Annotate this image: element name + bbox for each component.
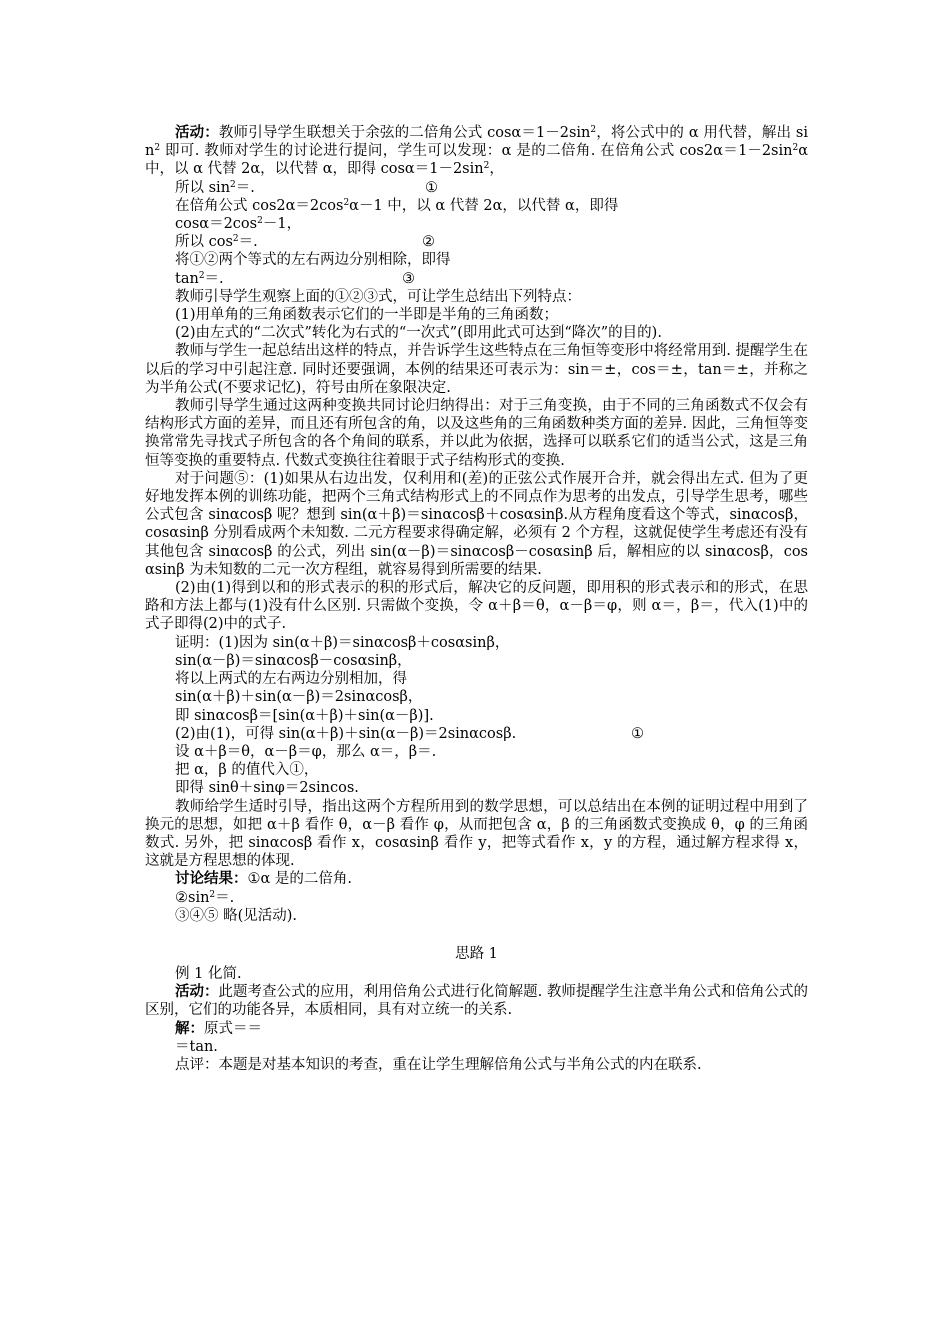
- equation-2: 所以 $\cos^2=$.: [175, 234, 258, 251]
- equation-3-mark: ③: [402, 270, 415, 287]
- proof-line-6-mark: ①: [631, 725, 644, 742]
- equation-1-mark: ①: [425, 179, 438, 196]
- comment-line: 点评：本题是对基本知识的考查，重在让学生理解倍角公式与半角公式的内在联系.: [175, 1056, 702, 1073]
- observe-line: 教师引导学生观察上面的①②③式，可让学生总结出下列特点：: [175, 288, 581, 305]
- divide-line: 将①②两个等式的左右两边分别相除，即得: [175, 252, 451, 269]
- discussion-result-3: ③④⑤ 略(见活动).: [175, 907, 298, 924]
- proof-line-7: 设 α＋β＝θ，α－β＝φ，那么 α＝，β＝.: [175, 743, 437, 760]
- cos-alpha-equation: $\cos\alpha=2\cos^2-1$，: [175, 216, 302, 233]
- example-activity: 活动：此题考查公式的应用，利用倍角公式进行化简解题. 教师提醒学生注意半角公式和倍角公式的区别，它们的功能各异，本质相同，具有对立统一的关系.: [145, 983, 809, 1019]
- proof-line-9: 即得 sinθ＋sinφ＝2sincos.: [175, 780, 359, 797]
- feature-1: (1)用单角的三角函数表示它们的一半即是半角的三角函数；: [175, 307, 559, 324]
- solution-line-1: 解：原式＝＝: [175, 1019, 262, 1037]
- equation-3-line: [145, 270, 808, 288]
- cos2-formula-line: 在倍角公式 $\cos 2\alpha=2\cos^2\alpha-1$ 中，以 α 代替 2α，以代替 α，即得: [175, 197, 619, 214]
- proof-line-4: sin(α＋β)＋sin(α－β)＝2sinαcosβ，: [175, 689, 423, 706]
- document-page: [145, 124, 808, 1074]
- question5-part1: 对于问题⑤：(1)如果从右边出发，仅利用和(差)的正弦公式作展开合并，就会得出左式. 但为了更好地发挥本例的训练功能，把两个三角式结构形式上的不同点作为思考的出发点，引导学生思考，哪些公式包含 sinαcosβ 呢？想到 sin(α＋β)＝sinαcosβ＋cosαsinβ.从方程角度看这个等式，sinαcosβ，cosαsinβ 分别看成两个未知数. 二元方程要求得确定解，必须有 2 个方程，这就促使学生考虑还有没有其他包含 sinαcosβ 的公式，列出 sin(α－β)＝sinαcosβ－cosαsinβ 后，解相应的以 sinαcosβ，cosαsinβ 为未知数的二元一次方程组，就容易得到所需要的结果.: [145, 470, 808, 578]
- activity-label: 活动：: [175, 124, 219, 141]
- equation-1-line: [145, 179, 808, 197]
- proof-line-8: 把 α，β 的值代入①，: [175, 762, 319, 779]
- example-1: 例 1 化简.: [175, 965, 242, 982]
- proof-line-5: 即 sinαcosβ＝[sin(α＋β)＋sin(α－β)].: [175, 707, 434, 724]
- equation-2-line: [145, 233, 808, 251]
- equation-1: 所以 $\sin^2=$.: [175, 179, 255, 196]
- summary-paragraph: 教师与学生一起总结出这样的特点，并告诉学生这些特点在三角恒等变形中将经常用到. 提醒学生在以后的学习中引起注意. 同时还要强调，本例的结果还可表示为：sin＝±，cos＝±，tan＝±，并称之为半角公式(不要求记忆)，符号由所在象限决定.: [145, 343, 808, 396]
- solution-line-2: ＝tan.: [175, 1038, 218, 1055]
- proof-line-3: 将以上两式的左右两边分别相加，得: [175, 671, 407, 688]
- discussion-result-2: $②\sin^2=$.: [175, 889, 235, 906]
- discussion-result-1: 讨论结果：①α 是的二倍角.: [175, 870, 353, 888]
- proof-line-6-text: (2)由(1)，可得 sin(α＋β)＋sin(α－β)＝2sinαcosβ.: [175, 725, 517, 742]
- proof-line-2: sin(α－β)＝sinαcosβ－cosαsinβ，: [175, 652, 412, 669]
- induce-paragraph: 教师引导学生通过这两种变换共同讨论归纳得出：对于三角变换，由于不同的三角函数式不仅会有结构形式方面的差异，而且还有所包含的角，以及这些角的三角函数种类方面的差异. 因此，三角恒等变换常常先寻找式子所包含的各个角间的联系，并以此为依据，选择可以联系它们的适当公式，这是三角恒等变换的重要特点. 代数式变换往往着眼于式子结构形式的变换.: [145, 398, 808, 469]
- equation-2-mark: ②: [422, 234, 435, 251]
- feature-2: (2)由左式的“二次式”转化为右式的“一次式”(即用此式可达到“降次”的目的).: [175, 325, 662, 342]
- proof-line-6: [145, 725, 808, 743]
- solution-label: 解：: [175, 1019, 204, 1037]
- proof-line-1: 证明：(1)因为 sin(α＋β)＝sinαcosβ＋cosαsinβ，: [175, 634, 510, 651]
- guide-paragraph: 教师给学生适时引导，指出这两个方程所用到的数学思想，可以总结出在本例的证明过程中用到了换元的思想，如把 α＋β 看作 θ，α－β 看作 φ，从而把包含 α，β 的三角函数式变换成 θ，φ 的三角函数式. 另外，把 sinαcosβ 看作 x，cosαsinβ 看作 y，把等式看作 x，y 的方程，通过解方程求得 x，这就是方程思想的体现.: [145, 798, 808, 870]
- discussion-label: 讨论结果：: [175, 870, 248, 888]
- question5-part2: (2)由(1)得到以和的形式表示的积的形式后，解决它的反问题，即用积的形式表示和的形式，在思路和方法上都与(1)没有什么区别. 只需做个变换，令 α＋β＝θ，α－β＝φ，则 α＝，β＝，代入(1)中的式子即得(2)中的式子.: [145, 580, 808, 633]
- equation-3: $\tan^2=$.: [175, 270, 224, 287]
- activity-intro: 活动：教师引导学生联想关于余弦的二倍角公式 $\cos\alpha=1-2\sin^2$，将公式中的 α 用代替，解出 $\sin^2$ 即可. 教师对学生的讨论进行提问，学生可以发现：α 是的二倍角. 在倍角公式 $\cos 2\alpha=1-2\sin^2\alpha$ 中，以 α 代替 2α，以代替 α，即得 $\cos\alpha=1-2\sin^2$，: [145, 124, 809, 178]
- idea-heading: 思路 1: [455, 945, 498, 962]
- example-activity-label: 活动：: [175, 983, 219, 1001]
